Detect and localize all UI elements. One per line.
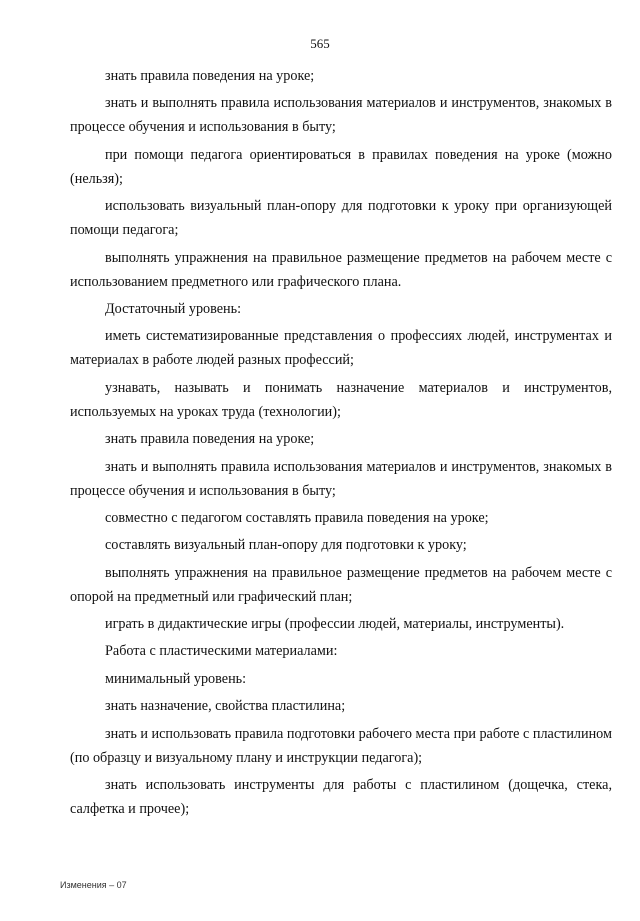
paragraph: знать использовать инструменты для работы с пластилином (дощечка, стека, салфетка и прочее); [70,777,612,818]
paragraph: знать и выполнять правила использования материалов и инструментов, знакомых в процессе обучения и использования в быту; [70,458,612,499]
paragraph: составлять визуальный план-опору для подготовки к уроку; [105,537,467,554]
paragraph: при помощи педагога ориентироваться в правилах поведения на уроке (можно (нельзя); [70,146,612,187]
section-heading: Работа с пластическими материалами: [105,643,338,660]
section-heading: Достаточный уровень: [105,300,242,317]
paragraph: знать и использовать правила подготовки рабочего места при работе с пластилином (по образцу и визуальному плану и инструкции педагога); [70,725,612,766]
paragraph: знать правила поведения на уроке; [105,431,315,448]
paragraph: использовать визуальный план-опору для подготовки к уроку при организующей помощи педагога; [70,198,612,239]
footer-note: Изменения – 07 [60,880,127,890]
paragraph: узнавать, называть и понимать назначение материалов и инструментов, используемых на уроках труда (технологии); [70,379,612,420]
page-body [70,64,612,824]
paragraph: знать назначение, свойства пластилина; [105,698,346,715]
page-number: 565 [310,36,330,51]
paragraph: совместно с педагогом составлять правила поведения на уроке; [105,509,489,526]
paragraph: играть в дидактические игры (профессии людей, материалы, инструменты). [105,616,565,633]
paragraph: знать правила поведения на уроке; [105,68,315,84]
subsection-heading: минимальный уровень: [105,670,247,687]
paragraph: выполнять упражнения на правильное размещение предметов на рабочем месте с опорой на предметный или графический план; [70,564,612,605]
paragraph: выполнять упражнения на правильное размещение предметов на рабочем месте с использованием предметного или графического плана. [70,249,612,290]
paragraph: знать и выполнять правила использования материалов и инструментов, знакомых в процессе обучения и использования в быту; [70,95,612,136]
paragraph: иметь систематизированные представления о профессиях людей, инструментах и материалах в работе людей разных профессий; [70,328,612,369]
